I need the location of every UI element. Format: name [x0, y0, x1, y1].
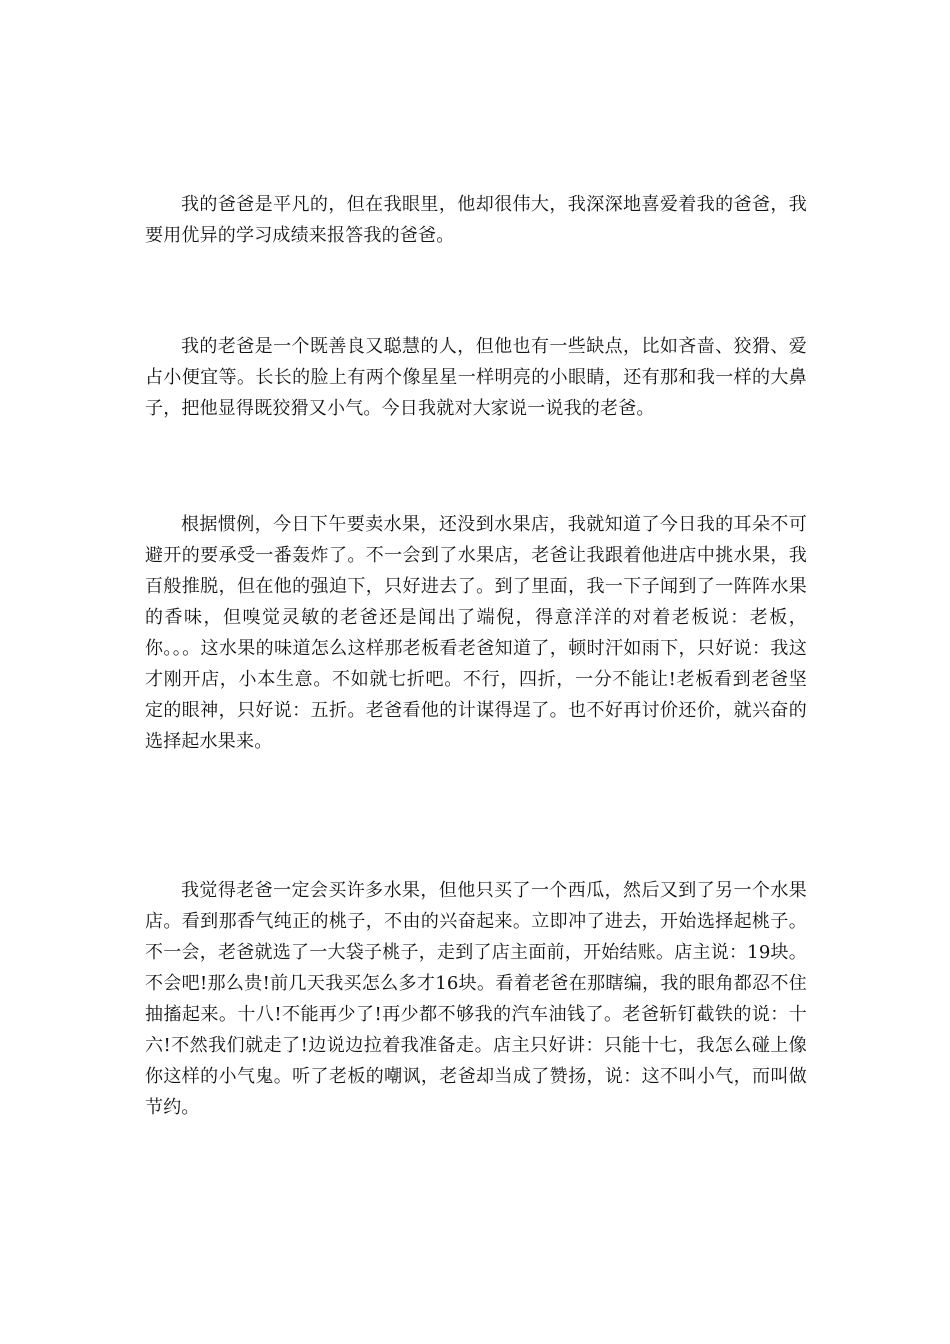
- paragraph-1: 我的爸爸是平凡的，但在我眼里，他却很伟大，我深深地喜爱着我的爸爸，我要用优异的学习成绩来报答我的爸爸。: [145, 194, 807, 246]
- paragraph-4: 我觉得老爸一定会买许多水果，但他只买了一个西瓜，然后又到了另一个水果店。看到那香气纯正的桃子，不由的兴奋起来。立即冲了进去，开始选择起桃子。不一会，老爸就选了一大袋子桃子，走到了店主面前，开始结账。店主说：19块。不会吧!那么贵!前几天我买怎么多才16块。看着老爸在那瞎编，我的眼角都忍不住抽搐起来。十八!不能再少了!再少都不够我的汽车油钱了。老爸斩钉截铁的说：十六!不然我们就走了!边说边拉着我准备走。店主只好讲：只能十七，我怎么碰上像你这样的小气鬼。听了老板的嘲讽，老爸却当成了赞扬，说：这不叫小气，而叫做节约。: [145, 880, 807, 1118]
- paragraph-3: 根据惯例，今日下午要卖水果，还没到水果店，我就知道了今日我的耳朵不可避开的要承受一番轰炸了。不一会到了水果店，老爸让我跟着他进店中挑水果，我百般推脱，但在他的强迫下，只好进去了。到了里面，我一下子闻到了一阵阵水果的香味，但嗅觉灵敏的老爸还是闻出了端倪，得意洋洋的对着老板说：老板，你。。。这水果的味道怎么这样那老板看老爸知道了，顿时汗如雨下，只好说：我这才刚开店，小本生意。不如就七折吧。不行，四折，一分不能让!老板看到老爸坚定的眼神，只好说：五折。老爸看他的计谋得逞了。也不好再讨价还价，就兴奋的选择起水果来。: [145, 514, 807, 752]
- paragraph-2: 我的老爸是一个既善良又聪慧的人，但他也有一些缺点，比如吝啬、狡猾、爱占小便宜等。长长的脸上有两个像星星一样明亮的小眼睛，还有那和我一样的大鼻子，把他显得既狡猾又小气。今日我就对大家说一说我的老爸。: [145, 336, 807, 419]
